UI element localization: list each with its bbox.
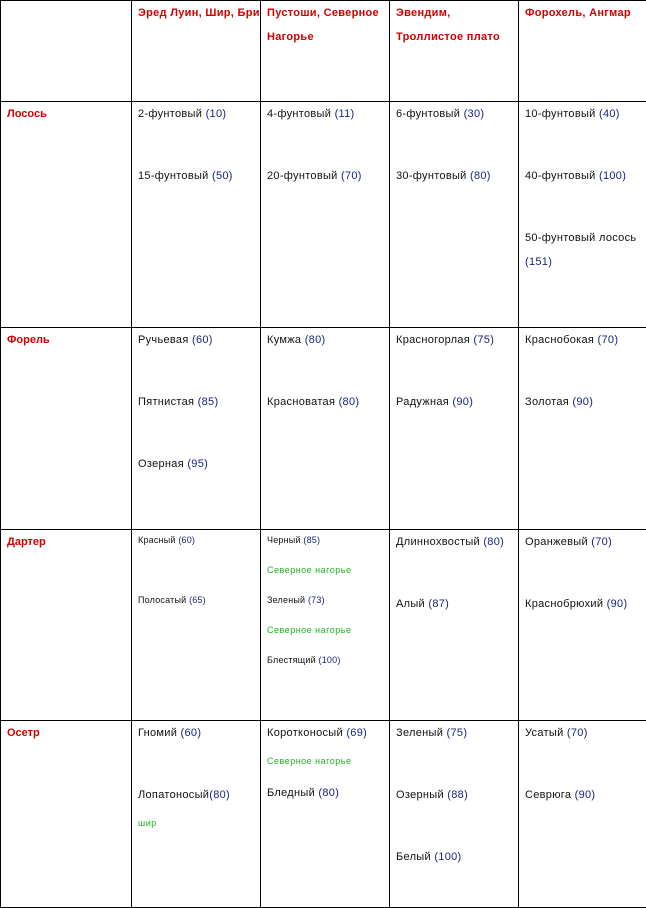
- fish-label: Черный: [267, 535, 301, 545]
- fish-label: 6-фунтовый: [396, 108, 460, 120]
- fish-entry: [267, 390, 389, 414]
- fish-level: (90): [452, 396, 473, 408]
- region-title: Эред Луин, Шир, Бри: [138, 1, 260, 25]
- fish-level: (80): [209, 789, 230, 801]
- fish-level: (85): [198, 396, 219, 408]
- fish-label: Краснобрюхий: [525, 598, 603, 610]
- fish-level: (100): [434, 851, 461, 863]
- fish-entry: [525, 592, 646, 616]
- fish-cell: [132, 721, 261, 908]
- fish-entry: [396, 845, 518, 869]
- fish-level: (90): [607, 598, 628, 610]
- fish-label: Ручьевая: [138, 334, 189, 346]
- fish-label: Красный: [138, 535, 176, 545]
- fish-level: (87): [428, 598, 449, 610]
- fish-entry: [267, 781, 389, 805]
- fish-label: Бледный: [267, 787, 315, 799]
- fish-entry: [267, 102, 389, 126]
- region-note: шир: [138, 813, 260, 833]
- fish-level: (60): [178, 535, 195, 545]
- fish-label: 4-фунтовый: [267, 108, 331, 120]
- fish-level: (80): [339, 396, 360, 408]
- fish-row: [1, 102, 646, 328]
- fish-entry: [525, 783, 646, 807]
- fish-label: Радужная: [396, 396, 449, 408]
- fish-entry: [396, 783, 518, 807]
- fish-label: 40-фунтовый: [525, 170, 596, 182]
- fish-level: (90): [575, 789, 596, 801]
- fish-label: Гномий: [138, 727, 177, 739]
- fish-label: Красноватая: [267, 396, 335, 408]
- fish-level: (88): [447, 789, 468, 801]
- fish-label: 15-фунтовый: [138, 170, 209, 182]
- fish-label: Краснобокая: [525, 334, 594, 346]
- fish-level: (100): [319, 655, 341, 665]
- fish-entry: [267, 590, 389, 610]
- fish-label: Блестящий: [267, 655, 316, 665]
- fish-entry: [138, 530, 260, 550]
- fish-cell: [132, 328, 261, 530]
- fish-level: (40): [599, 108, 620, 120]
- fish-label: Кумжа: [267, 334, 301, 346]
- fish-level: (100): [599, 170, 626, 182]
- fish-entry: [396, 328, 518, 352]
- region-note: Северное нагорье: [267, 560, 389, 580]
- fish-level: (75): [447, 727, 468, 739]
- fish-entry: [138, 590, 260, 610]
- fish-label: 2-фунтовый: [138, 108, 202, 120]
- fish-label: 20-фунтовый: [267, 170, 338, 182]
- fish-level: (80): [483, 536, 504, 548]
- fish-cell: [132, 530, 261, 721]
- fish-cell: [390, 530, 519, 721]
- fish-label: Белый: [396, 851, 431, 863]
- fish-entry: [138, 102, 260, 126]
- fish-label: Алый: [396, 598, 425, 610]
- fish-label: Длиннохвостый: [396, 536, 480, 548]
- fish-cell: [390, 328, 519, 530]
- fish-name-cell: [1, 530, 132, 721]
- fish-cell: [390, 721, 519, 908]
- fish-entry: [267, 530, 389, 550]
- header-row: [1, 1, 646, 102]
- fish-name-cell: [1, 102, 132, 328]
- fish-entry: [396, 530, 518, 554]
- fish-entry: [396, 390, 518, 414]
- fish-level: (80): [470, 170, 491, 182]
- fish-entry: [138, 390, 260, 414]
- fish-level: (73): [308, 595, 325, 605]
- region-header: [132, 1, 261, 102]
- fish-level: (151): [525, 256, 552, 268]
- fish-cell: [261, 721, 390, 908]
- fish-cell: [519, 721, 646, 908]
- fish-entry: [525, 102, 646, 126]
- fish-level: (69): [346, 727, 367, 739]
- fish-level: (80): [318, 787, 339, 799]
- fish-entry: [138, 328, 260, 352]
- fish-label: Зеленый: [267, 595, 305, 605]
- region-header: [261, 1, 390, 102]
- fish-name: Форель: [7, 328, 131, 352]
- fish-entry: [267, 164, 389, 188]
- fish-level: (85): [303, 535, 320, 545]
- fish-cell: [261, 102, 390, 328]
- fish-name: Осетр: [7, 721, 131, 745]
- fish-label: Усатый: [525, 727, 564, 739]
- fish-label: Красногорлая: [396, 334, 470, 346]
- fish-cell: [261, 530, 390, 721]
- fish-cell: [390, 102, 519, 328]
- fish-label: Озерная: [138, 458, 184, 470]
- fish-entry: [138, 783, 260, 807]
- fish-label: Золотая: [525, 396, 569, 408]
- fish-row: [1, 721, 646, 908]
- fish-level: (70): [341, 170, 362, 182]
- region-header: [390, 1, 519, 102]
- fish-entry: [138, 452, 260, 476]
- fish-level: (10): [206, 108, 227, 120]
- fish-cell: [132, 102, 261, 328]
- fish-entry: [525, 530, 646, 554]
- fish-label: Лопатоносый: [138, 789, 209, 801]
- region-note: Северное нагорье: [267, 751, 389, 771]
- region-title: Пустоши, Северное Нагорье: [267, 1, 389, 49]
- fish-label: 10-фунтовый: [525, 108, 596, 120]
- fish-level: (60): [181, 727, 202, 739]
- fish-label: 30-фунтовый: [396, 170, 467, 182]
- fish-entry: [396, 592, 518, 616]
- fish-level: (75): [473, 334, 494, 346]
- fish-name-cell: [1, 721, 132, 908]
- fish-cell: [261, 328, 390, 530]
- fish-level: (70): [598, 334, 619, 346]
- fish-name: Лосось: [7, 102, 131, 126]
- fish-level: (70): [567, 727, 588, 739]
- region-note: Северное нагорье: [267, 620, 389, 640]
- fish-label: Пятнистая: [138, 396, 194, 408]
- fish-level: (80): [305, 334, 326, 346]
- fish-entry: [396, 102, 518, 126]
- fish-level: (11): [335, 108, 355, 120]
- fish-entry: [138, 164, 260, 188]
- fish-level: (60): [192, 334, 213, 346]
- fish-name-cell: [1, 328, 132, 530]
- fish-entry: [267, 328, 389, 352]
- fish-row: [1, 530, 646, 721]
- region-title: Форохель, Ангмар: [525, 1, 646, 25]
- region-title: Эвендим, Троллистое плато: [396, 1, 518, 49]
- fish-cell: [519, 530, 646, 721]
- fish-level: (50): [212, 170, 233, 182]
- fish-cell: [519, 328, 646, 530]
- fish-entry: [138, 721, 260, 745]
- fish-label: Оранжевый: [525, 536, 588, 548]
- fish-level: (65): [189, 595, 206, 605]
- fish-row: [1, 328, 646, 530]
- fish-entry: [267, 721, 389, 745]
- fish-entry: [267, 650, 389, 670]
- fish-label: Севрюга: [525, 789, 571, 801]
- fish-label: Полосатый: [138, 595, 186, 605]
- fish-level: (95): [187, 458, 208, 470]
- fish-level: (90): [572, 396, 593, 408]
- fish-label: 50-фунтовый лосось: [525, 232, 636, 244]
- fish-label: Озерный: [396, 789, 444, 801]
- fish-name: Дартер: [7, 530, 131, 554]
- fish-label: Коротконосый: [267, 727, 343, 739]
- corner-cell: [1, 1, 132, 102]
- fish-entry: [396, 164, 518, 188]
- fish-entry: [525, 164, 646, 188]
- fish-entry: [525, 721, 646, 745]
- fish-label: Зеленый: [396, 727, 443, 739]
- fish-level: (70): [591, 536, 612, 548]
- fish-entry: [525, 328, 646, 352]
- fish-level: (30): [464, 108, 485, 120]
- fish-cell: [519, 102, 646, 328]
- fish-entry: [525, 390, 646, 414]
- region-header: [519, 1, 646, 102]
- fish-entry: [396, 721, 518, 745]
- fish-entry: [525, 226, 646, 274]
